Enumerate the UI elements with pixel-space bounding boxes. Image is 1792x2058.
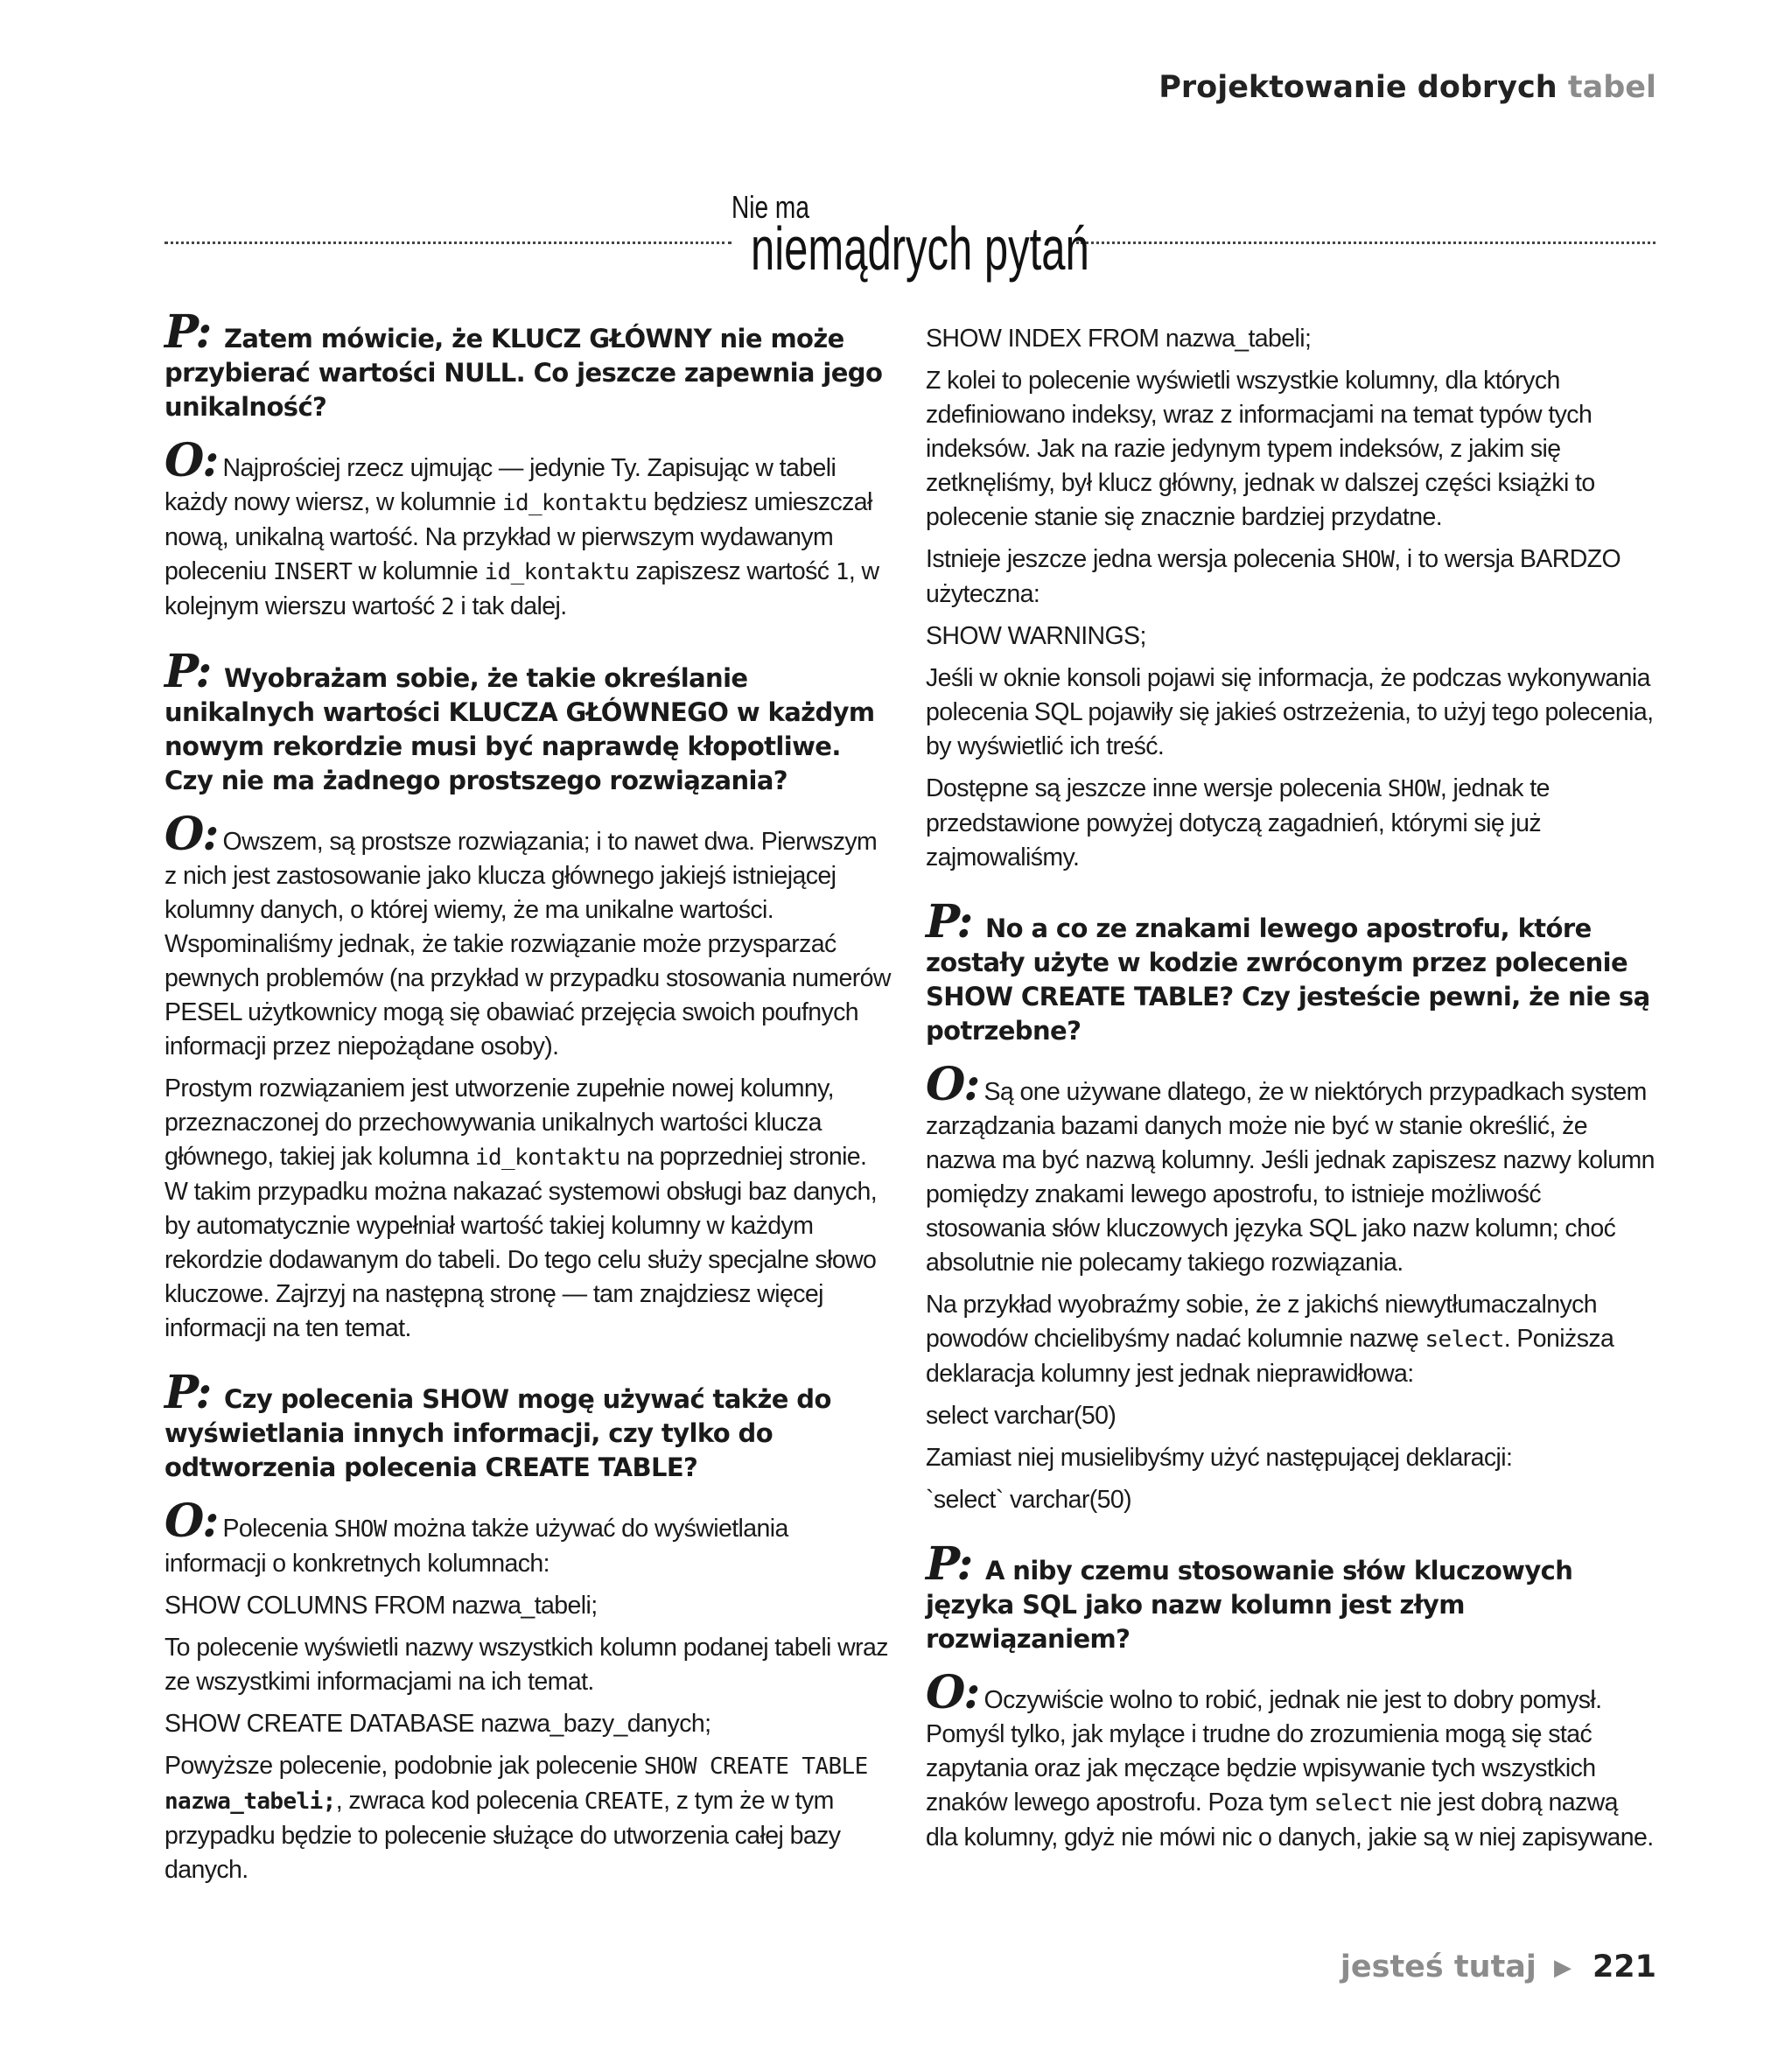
- right-column: [926, 322, 1656, 1863]
- question-mark-icon: P:: [926, 895, 972, 948]
- answer-text: Owszem, są prostsze rozwiązania; i to nawet dwa. Pierwszym z nich jest zastosowanie jako klucza głównego jakiejś istniejącej kolumny danych, o której wiemy, że ma unikalne wartości. Wspominaliśmy jednak, że takie rozwiązanie może przysparzać pewnych problemów (na przykład w przypadku stosowania numerów PESEL użytkownicy mogą się obawiać przejęcia swoich poufnych informacji przez niepożądane osoby).: [164, 828, 891, 1060]
- banner-small-text: Nie ma: [732, 189, 809, 225]
- header-section: Projektowanie dobrych: [1158, 70, 1558, 105]
- sql-command: select varchar(50): [926, 1402, 1116, 1430]
- question-text: Zatem mówicie, że KLUCZ GŁÓWNY nie może przybierać wartości NULL. Co jeszcze zapewnia jego unikalność?: [164, 324, 883, 422]
- answer-2-paragraph-2: [164, 1072, 891, 1346]
- inline-code: CREATE: [584, 1788, 664, 1815]
- answer-text: Prostym rozwiązaniem jest utworzenie zupełnie nowej kolumny, przeznaczonej do przechowywania unikalnych wartości klucza głównego, takiej jak kolumna: [164, 1074, 834, 1171]
- answer-text: będziesz umieszczał nową, unikalną wartość. Na przykład w pierwszym wydawanym poleceniu: [164, 488, 872, 585]
- inline-code: 2: [441, 594, 455, 620]
- paragraph: Zamiast niej musielibyśmy użyć następującej deklaracji:: [926, 1444, 1513, 1472]
- inline-code: SHOW: [1341, 547, 1395, 573]
- question-5: [926, 1537, 1656, 1656]
- answer-text: na poprzedniej stronie. W takim przypadku można nakazać systemowi obsługi baz danych, by automatycznie wypełniał wartość takiej kolumny w każdym rekordzie dodawanym do tabeli. Do tego celu służy specjalne słowo kluczowe. Zajrzyj na następną stronę — tam znajdziesz więcej informacji na ten temat.: [164, 1143, 878, 1342]
- running-header: [1158, 70, 1656, 105]
- inline-code: id_kontaktu: [474, 1144, 620, 1171]
- inline-code: select: [1313, 1790, 1394, 1816]
- answer-mark-icon: O:: [164, 434, 218, 487]
- sql-command: SHOW CREATE DATABASE nazwa_bazy_danych;: [164, 1710, 711, 1738]
- answer-text: Najprościej rzecz ujmując — jedynie Ty. Zapisując w tabeli każdy nowy wiersz, w kolumnie: [164, 454, 836, 516]
- answer-text: , i to wersja BARDZO użyteczna:: [926, 545, 1621, 608]
- answer-text: można także używać do wyświetlania informacji o konkretnych kolumnach:: [164, 1515, 788, 1578]
- page-footer: [1340, 1950, 1656, 1984]
- question-text: No a co ze znakami lewego apostrofu, które zostały użyte w kodzie zwróconym przez polecenie SHOW CREATE TABLE? Czy jesteście pewni, że nie są potrzebne?: [926, 914, 1650, 1046]
- sql-command: SHOW WARNINGS;: [926, 622, 1146, 650]
- answer-3: [164, 1494, 891, 1581]
- paragraph: [926, 542, 1656, 612]
- sql-command: SHOW INDEX FROM nazwa_tabeli;: [926, 325, 1312, 353]
- answer-text: nie jest dobrą nazwą dla kolumny, gdyż nie mówi nic o danych, jakie są w niej zapisywane.: [926, 1788, 1654, 1852]
- question-1: [164, 305, 891, 424]
- inline-code: select: [1424, 1326, 1504, 1353]
- inline-code: id_kontaktu: [484, 559, 630, 585]
- answer-text: , zwraca kod polecenia: [335, 1787, 584, 1815]
- answer-text: Na przykład wyobraźmy sobie, że z jakichś niewytłumaczalnych powodów chcielibyśmy nadać kolumnie nazwę: [926, 1291, 1598, 1353]
- answer-text: , w kolejnym wierszu wartość: [164, 557, 879, 620]
- answer-mark-icon: O:: [164, 808, 218, 861]
- answer-text: Powyższe polecenie, podobnie jak polecenie: [164, 1752, 644, 1780]
- answer-text: Dostępne są jeszcze inne wersje polecenia: [926, 774, 1388, 802]
- sql-command: `select` varchar(50): [926, 1486, 1132, 1514]
- answer-1: [164, 434, 891, 625]
- question-text: A niby czemu stosowanie słów kluczowych języka SQL jako nazw kolumn jest złym rozwiązaniem?: [926, 1556, 1573, 1654]
- answer-mark-icon: O:: [164, 1494, 218, 1548]
- inline-code: SHOW: [1387, 776, 1440, 802]
- paragraph: Z kolei to polecenie wyświetli wszystkie kolumny, dla których zdefiniowano indeksy, wraz z informacjami na temat typów tych indeksów. Jak na razie jedynym typem indeksów, z jakim się zetknęliśmy, był klucz główny, jednak w dalszej części książki to polecenie stanie się znacznie bardziej przydatne.: [926, 367, 1595, 531]
- question-4: [926, 895, 1656, 1048]
- answer-2: [164, 808, 891, 1064]
- inline-code: 1: [835, 559, 849, 585]
- answer-3-paragraph: [164, 1749, 891, 1887]
- answer-text: i tak dalej.: [454, 592, 567, 620]
- answer-text: Istnieje jeszcze jedna wersja polecenia: [926, 545, 1342, 573]
- answer-mark-icon: O:: [926, 1666, 979, 1719]
- paragraph: Jeśli w oknie konsoli pojawi się informacja, że podczas wykonywania polecenia SQL pojawiły się jakieś ostrzeżenia, to użyj tego polecenia, by wyświetlić ich treść.: [926, 664, 1654, 760]
- header-topic: tabel: [1567, 70, 1656, 105]
- paragraph: [926, 772, 1656, 875]
- question-text: Czy polecenia SHOW mogę używać także do wyświetlania innych informacji, czy tylko do odtworzenia polecenia CREATE TABLE?: [164, 1384, 831, 1482]
- answer-text: Polecenia: [222, 1515, 334, 1543]
- question-mark-icon: P:: [164, 305, 211, 359]
- inline-code: id_kontaktu: [501, 490, 648, 516]
- question-text: Wyobrażam sobie, że takie określanie unikalnych wartości KLUCZA GŁÓWNEGO w każdym nowym rekordzie musi być naprawdę kłopotliwe. Czy nie ma żadnego prostszego rozwiązania?: [164, 663, 875, 795]
- banner-dotted-rule-right: [1076, 242, 1656, 244]
- page-number: 221: [1592, 1950, 1656, 1984]
- left-column: [164, 305, 891, 1895]
- answer-5: [926, 1666, 1656, 1855]
- answer-text: , z tym że w tym przypadku będzie to polecenie służące do utworzenia całej bazy danych.: [164, 1787, 841, 1884]
- answer-4: [926, 1058, 1656, 1280]
- footer-label: jesteś tutaj: [1340, 1950, 1536, 1984]
- inline-code: INSERT: [272, 559, 353, 585]
- answer-mark-icon: O:: [926, 1058, 979, 1111]
- question-mark-icon: P:: [926, 1537, 972, 1591]
- answer-text: w kolumnie: [352, 557, 485, 585]
- answer-4-paragraph: [926, 1288, 1656, 1391]
- answer-text: Są one używane dlatego, że w niektórych przypadkach system zarządzania bazami danych może nie być w stanie określić, że nazwa ma być nazwą kolumny. Jeśli jednak zapiszesz nazwy kolumn pomiędzy znakami lewego apostrofu, to istnieje możliwość stosowania słów kluczowych języka SQL jako nazw kolumn; choć absolutnie nie polecamy takiego rozwiązania.: [926, 1078, 1655, 1277]
- answer-text: zapiszesz wartość: [629, 557, 836, 585]
- inline-code: SHOW: [333, 1516, 387, 1543]
- question-mark-icon: P:: [164, 1366, 211, 1419]
- answer-3-paragraph: To polecenie wyświetli nazwy wszystkich kolumn podanej tabeli wraz ze wszystkimi informacjami na ich temat.: [164, 1634, 888, 1696]
- answer-text: . Poniższa deklaracja kolumny jest jednak nieprawidłowa:: [926, 1325, 1614, 1388]
- answer-text: Oczywiście wolno to robić, jednak nie jest to dobry pomysł. Pomyśl tylko, jak mylące i trudne do zrozumienia mogą się stać zapytania oraz jak męczące będzie wpisywanie tych wszystkich znaków lewego apostrofu. Poza tym: [926, 1686, 1602, 1816]
- banner-title: niemądrych pytań: [751, 214, 1089, 283]
- banner-dotted-rule-left: [164, 242, 732, 244]
- sql-command: SHOW COLUMNS FROM nazwa_tabeli;: [164, 1592, 598, 1620]
- arrow-right-icon: ▶: [1553, 1955, 1572, 1981]
- inline-code: nazwa_tabeli;: [164, 1788, 336, 1815]
- question-3: [164, 1366, 891, 1485]
- answer-text: , jednak te przedstawione powyżej dotyczą zagadnień, którymi się już zajmowaliśmy.: [926, 774, 1550, 872]
- question-mark-icon: P:: [164, 645, 211, 698]
- inline-code: SHOW CREATE TABLE: [643, 1754, 868, 1780]
- question-2: [164, 645, 891, 798]
